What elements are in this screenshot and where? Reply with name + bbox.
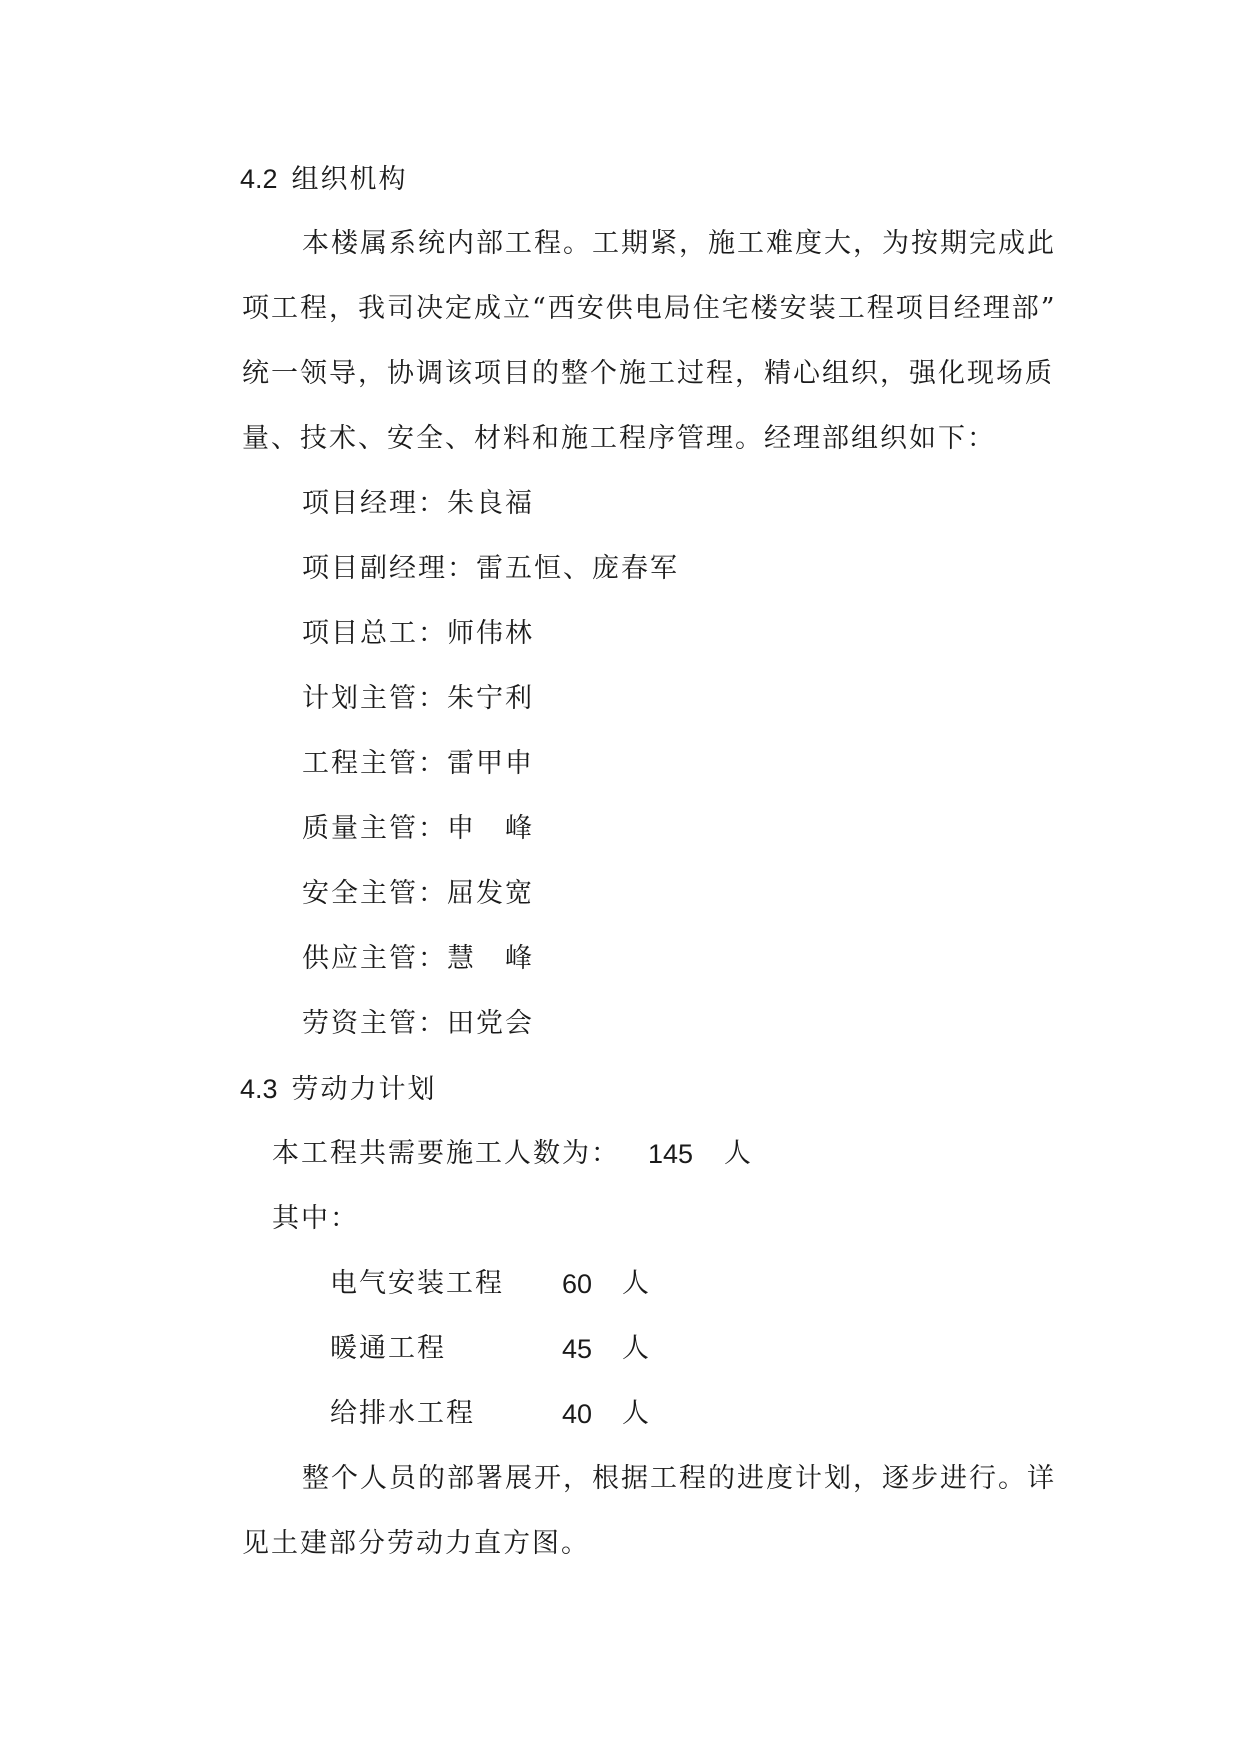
staff-name: 师伟林 <box>447 618 534 649</box>
staff-role: 计划主管： <box>302 683 447 714</box>
staff-role: 供应主管： <box>302 943 447 974</box>
staff-role: 项目总工： <box>302 618 447 649</box>
staff-role: 工程主管： <box>302 748 447 779</box>
section-number: 4.2 <box>240 164 278 194</box>
labor-row-unit: 人 <box>622 1333 651 1364</box>
labor-row-name: 电气安装工程 <box>330 1268 504 1299</box>
staff-name: 雷五恒、庞春军 <box>476 553 679 584</box>
labor-row-value: 40 <box>562 1399 593 1429</box>
staff-role: 劳资主管： <box>302 1008 447 1039</box>
intro-line-2: 项工程，我司决定成立“西安供电局住宅楼安装工程项目经理部” <box>242 293 1057 324</box>
staff-item <box>302 616 534 652</box>
intro-line-3: 统一领导，协调该项目的整个施工过程，精心组织，强化现场质 <box>242 358 1054 389</box>
labor-total-unit: 人 <box>724 1138 753 1169</box>
staff-item <box>302 876 534 912</box>
intro-line-1: 本楼属系统内部工程。工期紧，施工难度大，为按期完成此 <box>302 228 1056 259</box>
section-4-2-heading <box>240 161 408 198</box>
labor-row <box>330 1396 730 1432</box>
staff-item <box>302 811 534 847</box>
labor-row-unit: 人 <box>622 1398 651 1429</box>
staff-item <box>302 1006 534 1042</box>
staff-name: 申 峰 <box>447 813 534 844</box>
staff-role: 项目经理： <box>302 488 447 519</box>
labor-total-line <box>272 1136 972 1172</box>
staff-item <box>302 746 534 782</box>
labor-row-name: 暖通工程 <box>330 1333 446 1364</box>
closing-line-1: 整个人员的部署展开，根据工程的进度计划，逐步进行。详 <box>302 1463 1056 1494</box>
labor-among-label: 其中： <box>272 1203 359 1234</box>
labor-row-name: 给排水工程 <box>330 1398 475 1429</box>
staff-item <box>302 551 679 587</box>
staff-name: 朱良福 <box>447 488 534 519</box>
labor-row <box>330 1266 730 1302</box>
staff-name: 慧 峰 <box>447 943 534 974</box>
staff-item <box>302 941 534 977</box>
labor-row-value: 45 <box>562 1334 593 1364</box>
section-4-3-heading <box>240 1071 437 1108</box>
section-number: 4.3 <box>240 1074 278 1104</box>
section-title: 组织机构 <box>291 164 408 195</box>
staff-name: 田党会 <box>447 1008 534 1039</box>
staff-role: 项目副经理： <box>302 553 476 584</box>
staff-role: 安全主管： <box>302 878 447 909</box>
closing-line-2: 见土建部分劳动力直方图。 <box>242 1528 590 1559</box>
labor-total-label: 本工程共需要施工人数为： <box>272 1138 620 1169</box>
labor-total-value: 145 <box>648 1139 694 1169</box>
intro-line-4: 量、技术、安全、材料和施工程序管理。经理部组织如下： <box>242 423 996 454</box>
staff-name: 屈发宽 <box>447 878 534 909</box>
labor-row <box>330 1331 730 1367</box>
staff-role: 质量主管： <box>302 813 447 844</box>
labor-row-value: 60 <box>562 1269 593 1299</box>
staff-item <box>302 486 534 522</box>
staff-name: 朱宁利 <box>447 683 534 714</box>
labor-row-unit: 人 <box>622 1268 651 1299</box>
section-title: 劳动力计划 <box>291 1074 437 1105</box>
staff-name: 雷甲申 <box>447 748 534 779</box>
staff-item <box>302 681 534 717</box>
